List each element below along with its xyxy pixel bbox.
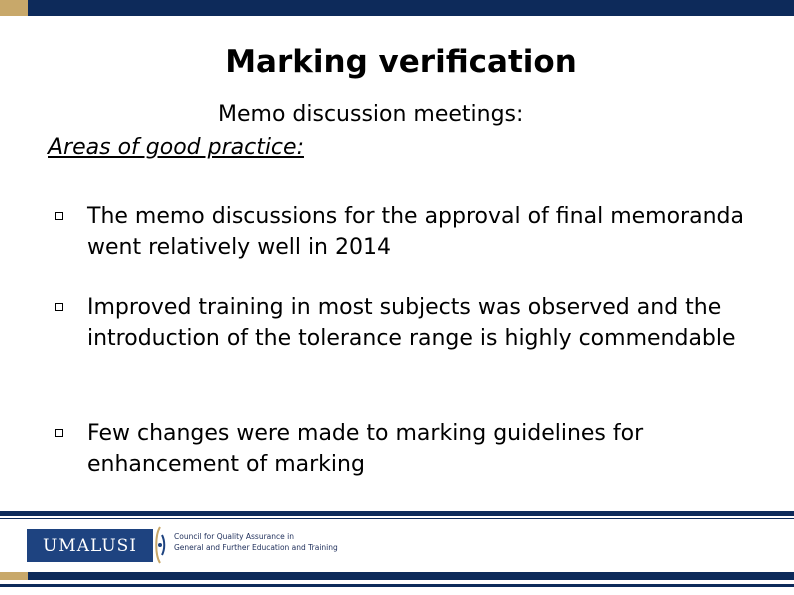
bullet-text: Few changes were made to marking guidelines for enhancement of marking (87, 421, 644, 477)
slide-title: Marking verification (225, 44, 577, 80)
square-bullet-icon (55, 303, 63, 311)
footer-rule-thin (0, 518, 794, 519)
council-tagline (174, 531, 338, 553)
bullet-text: Improved training in most subjects was observed and the introduction of the tolerance range is highly commendable (87, 295, 736, 351)
umalusi-logo: UMALUSI (27, 529, 153, 562)
square-bullet-icon (55, 212, 63, 220)
tagline-line: General and Further Education and Training (174, 543, 338, 552)
footer-rule (0, 511, 794, 516)
bullet-text: The memo discussions for the approval of final memoranda went relatively well in 2014 (87, 204, 744, 260)
square-bullet-icon (55, 429, 63, 437)
footer-bottom-bar (0, 572, 794, 580)
slide-subtitle: Memo discussion meetings: (218, 102, 524, 127)
tagline-line: Council for Quality Assurance in (174, 532, 294, 541)
footer-bottom-rule (0, 584, 794, 587)
section-heading: Areas of good practice: (48, 135, 304, 160)
emblem-icon (154, 525, 167, 565)
footer-bottom-accent (0, 572, 28, 580)
